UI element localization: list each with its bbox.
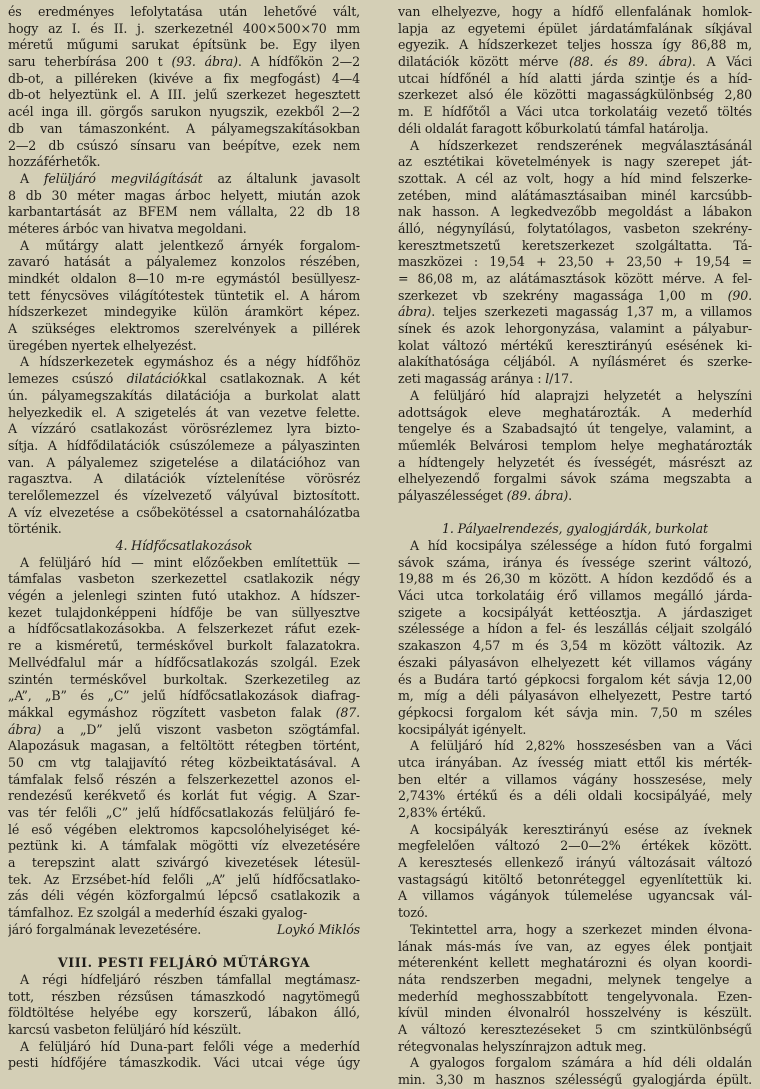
paragraph-line bbox=[8, 171, 360, 188]
paragraph-line bbox=[8, 388, 360, 405]
right-column bbox=[398, 4, 752, 1089]
blank-line bbox=[398, 505, 752, 522]
line-text: kívül minden élvonalról hosszelvény is készült. bbox=[398, 1005, 752, 1021]
paragraph-line bbox=[8, 1005, 360, 1022]
italic-text: (93. ábra) bbox=[171, 54, 238, 70]
line-text: . bbox=[568, 487, 572, 503]
paragraph-line bbox=[8, 505, 360, 522]
italic-text: felüljáró megvilágítását bbox=[43, 170, 203, 186]
line-text: lé eső végében elektromos kapcsolóhelyiséget ké- bbox=[8, 821, 360, 837]
paragraph-line bbox=[8, 655, 360, 672]
line-text: karcsú vasbeton felüljáró híd készült. bbox=[8, 1021, 242, 1037]
line-text: az esztétikai követelmények is nagy szerepet ját- bbox=[398, 154, 752, 170]
line-text: re a kisméretű, terméskővel burkolt falazatokra. bbox=[8, 638, 360, 654]
paragraph-line bbox=[8, 354, 360, 371]
left-column bbox=[8, 4, 360, 1072]
italic-text: (87. bbox=[335, 704, 360, 720]
paragraph-line bbox=[398, 304, 752, 321]
paragraph-line bbox=[8, 104, 360, 121]
paragraph-line bbox=[398, 87, 752, 104]
paragraph-line bbox=[398, 71, 752, 88]
paragraph-line bbox=[8, 972, 360, 989]
paragraph-line bbox=[398, 688, 752, 705]
line-text: A keresztesés ellenkező irányú változásait változó bbox=[398, 855, 752, 871]
paragraph-line bbox=[398, 188, 752, 205]
paragraph-line bbox=[8, 989, 360, 1006]
paragraph-line bbox=[398, 905, 752, 922]
line-text: 19,88 m és 26,30 m között. A hídon kezdődő és a bbox=[398, 571, 752, 587]
line-text: db van támaszonként. A pályamegszakításokban bbox=[8, 120, 360, 136]
line-text: 50 cm vtg talajjavító réteg közbeiktatásával. A bbox=[8, 754, 360, 770]
line-text: hozzáférhetők. bbox=[8, 154, 101, 170]
line-text: karbantartását az BFEM nem vállalta, 22 db 18 bbox=[8, 204, 360, 220]
line-text: A híd kocsipálya szélessége a hídon futó forgalmi bbox=[410, 538, 752, 553]
line-text: hídszerkezet mindegyike külön áramkört képez. bbox=[8, 304, 360, 320]
paragraph-line bbox=[8, 488, 360, 505]
paragraph-line bbox=[398, 238, 752, 255]
paragraph-line bbox=[8, 722, 360, 739]
line-text: . A hídfőkön 2—2 bbox=[237, 54, 360, 70]
paragraph-line bbox=[398, 722, 752, 739]
paragraph-line bbox=[8, 271, 360, 288]
paragraph-line bbox=[8, 138, 360, 155]
line-text: történik. bbox=[8, 521, 62, 537]
line-text: . teljes szerkezeti magasság 1,37 m, a villamos bbox=[431, 304, 752, 320]
paragraph-line bbox=[8, 321, 360, 338]
line-text: déli oldalát faragott kőburkolatú támfal határolja. bbox=[398, 120, 709, 136]
paragraph-line bbox=[398, 138, 752, 155]
line-text: tott, részben rézsűsen támaszkodó nagytömegű bbox=[8, 988, 360, 1004]
paragraph-line bbox=[8, 905, 360, 922]
line-text: utca irányában. Az ívesség miatt ettől kis mérték- bbox=[398, 754, 752, 770]
paragraph-line bbox=[398, 655, 752, 672]
paragraph-line bbox=[8, 1022, 360, 1039]
line-text: Tekintettel arra, hogy a szerkezet minden élvona- bbox=[410, 921, 752, 937]
line-text: 2—2 db csúszó sínsaru van beépítve, ezek nem bbox=[8, 137, 360, 153]
line-text: 2,743% értékű és a déli oldali kocsipályáé, mely bbox=[398, 788, 752, 804]
paragraph-line bbox=[398, 788, 752, 805]
line-text: náta rendszerben megadni, melynek tengelye a bbox=[398, 971, 752, 987]
paragraph-line bbox=[398, 288, 752, 305]
line-text: maszközei : 19,54 + 23,50 + 23,50 + 19,54 = bbox=[398, 254, 752, 270]
line-text: megfelelően változó 2—0—2% értékek között. bbox=[398, 838, 752, 854]
line-text: kolat változó mértékű keresztirányú esésének ki- bbox=[398, 337, 752, 353]
paragraph-line bbox=[398, 204, 752, 221]
line-text: szigete a kocsipályát kettéosztja. A járdasziget bbox=[398, 604, 752, 620]
line-text: zás déli végén közforgalmú lépcső csatlakozik a bbox=[8, 888, 360, 904]
paragraph-line bbox=[8, 688, 360, 705]
line-text: zetében, mind alátámasztásaiban minél karcsúbb- bbox=[398, 187, 752, 203]
line-text: A szükséges elektromos szerelvények a pillérek bbox=[8, 321, 360, 337]
line-text: acél inga ill. görgős sarukon nyugszik, ezekből 2—2 bbox=[8, 104, 360, 120]
line-text: tengelye és a Szabadsajtó út tengelye, valamint, a bbox=[398, 421, 752, 437]
paragraph-line bbox=[398, 672, 752, 689]
paragraph-line bbox=[8, 521, 360, 538]
line-text: A felüljáró híd — mint előzőekben említettük — bbox=[20, 554, 360, 570]
line-text: és eredményes lefolytatása után lehetővé vált, bbox=[8, 4, 360, 19]
line-text: „A”, „B” és „C” jelű hídfőcsatlakozások diafrag- bbox=[8, 688, 360, 704]
line-text: ragasztva. A dilatációk víztelenítése vörösréz bbox=[8, 471, 360, 487]
paragraph-line bbox=[8, 922, 360, 939]
paragraph-line bbox=[398, 872, 752, 889]
paragraph-line bbox=[8, 204, 360, 221]
line-text: tozó. bbox=[398, 905, 428, 921]
paragraph-line bbox=[8, 571, 360, 588]
line-text: 8 db 30 méter magas árboc helyett, miután azok bbox=[8, 187, 360, 203]
line-text: A változó keresztezéseket 5 cm szintkülönbségű bbox=[398, 1021, 752, 1037]
paragraph-line bbox=[398, 939, 752, 956]
line-text: hogy az I. és II. j. szerkezetnél 400×500×70 mm bbox=[8, 20, 360, 36]
section-subheading: 1. Pályaelrendezés, gyalogjárdák, burkolat bbox=[442, 521, 708, 537]
paragraph-line bbox=[398, 538, 752, 555]
paragraph-line bbox=[398, 421, 752, 438]
line-text: pesti hídfőjére támaszkodik. Váci utcai vége úgy bbox=[8, 1055, 360, 1071]
line-text: keresztmetszetű keretszerkezet szolgáltatta. Tá- bbox=[398, 237, 752, 253]
line-text: mindkét oldalon 8—10 m-re egymástól besüllyesz- bbox=[8, 271, 360, 286]
line-text: lemezes csúszó bbox=[8, 371, 127, 387]
line-text: A műtárgy alatt jelentkező árnyék forgalom- bbox=[20, 237, 360, 253]
paragraph-line bbox=[8, 855, 360, 872]
paragraph-line bbox=[398, 471, 752, 488]
paragraph-line bbox=[8, 772, 360, 789]
line-text: támfalas vasbeton szerkezettel csatlakozik négy bbox=[8, 571, 360, 587]
italic-text: ábra) bbox=[398, 304, 432, 320]
line-text: zeti magasság aránya : bbox=[398, 371, 546, 387]
paragraph-line bbox=[398, 772, 752, 789]
line-text: vas tér felőli „C” jelű hídfőcsatlakozás felüljáró fe- bbox=[8, 805, 360, 820]
italic-text: l bbox=[545, 371, 550, 387]
line-text: tek. Az Erzsébet-híd felőli „A” jelű hídfőcsatlako- bbox=[8, 871, 360, 887]
line-text: méretű műgumi sarukat építsünk be. Egy ilyen bbox=[8, 37, 360, 53]
paragraph-line bbox=[398, 54, 752, 71]
line-text: elhelyezendő forgalmi sávok száma megszabta a bbox=[398, 471, 752, 487]
line-text: mederhíd meghosszabbított tengelyvonala. Ezen- bbox=[398, 988, 752, 1004]
paragraph-line bbox=[398, 271, 752, 288]
section-heading: VIII. PESTI FELJÁRÓ MŰTÁRGYA bbox=[57, 955, 311, 971]
paragraph-line bbox=[8, 755, 360, 772]
italic-text: dilatációk bbox=[126, 371, 188, 387]
paragraph-line bbox=[398, 922, 752, 939]
paragraph-line bbox=[398, 37, 752, 54]
line-text: nak hasson. A legkedvezőbb megoldást a lábakon bbox=[398, 204, 752, 220]
line-text: lának más-más íve van, az egyes élek pontjait bbox=[398, 938, 752, 954]
line-text: sítja. A hídfődilatációk csúszólemeze a pályaszinten bbox=[8, 437, 360, 453]
paragraph-line bbox=[8, 21, 360, 38]
line-text: helyezkedik el. A szigetelés át van vezetve felette. bbox=[8, 404, 360, 420]
paragraph-line bbox=[8, 87, 360, 104]
line-text: van elhelyezve, hogy a hídfő ellenfalának homlok- bbox=[398, 4, 752, 19]
paragraph-line bbox=[8, 188, 360, 205]
line-text: Alapozásuk magasan, a feltöltött rétegben történt, bbox=[8, 738, 360, 754]
line-text: /17. bbox=[549, 371, 573, 387]
paragraph-line bbox=[398, 1005, 752, 1022]
paragraph-line bbox=[8, 788, 360, 805]
paragraph-line bbox=[8, 455, 360, 472]
line-text: pályaszélességet bbox=[398, 487, 507, 503]
paragraph-line bbox=[398, 321, 752, 338]
paragraph-line bbox=[398, 605, 752, 622]
paragraph-line bbox=[398, 221, 752, 238]
line-text: Mellvédfalul már a hídfőcsatlakozás szolgál. Ezek bbox=[8, 654, 360, 670]
paragraph-line bbox=[398, 254, 752, 271]
line-text: dilatációk között mérve bbox=[398, 54, 569, 70]
paragraph-line bbox=[8, 438, 360, 455]
italic-text: (88. és 89. ábra) bbox=[568, 54, 692, 70]
line-text: A bbox=[20, 170, 44, 186]
paragraph-line bbox=[398, 855, 752, 872]
paragraph-line bbox=[398, 555, 752, 572]
line-text: szottak. A cél az volt, hogy a híd mind felszerke- bbox=[398, 170, 752, 186]
line-text: végén a jelenlegi szinten futó utakhoz. A hídszer- bbox=[8, 588, 360, 604]
paragraph-line bbox=[398, 1039, 752, 1056]
line-text: mákkal egymáshoz rögzített vasbeton falak bbox=[8, 704, 336, 720]
line-text: egyezik. A hídszerkezet teljes hossza így 86,88 m, bbox=[398, 37, 752, 53]
paragraph-line bbox=[8, 705, 360, 722]
line-text: zavaró hatását a pályalemez konzolos részében, bbox=[8, 254, 360, 270]
paragraph-line bbox=[398, 755, 752, 772]
italic-text: (89. ábra) bbox=[506, 487, 569, 503]
paragraph-line bbox=[398, 21, 752, 38]
paragraph-line bbox=[8, 421, 360, 438]
paragraph-line bbox=[398, 104, 752, 121]
paragraph-line bbox=[8, 888, 360, 905]
line-text: vastagságú kitöltő betonréteggel egyenlítettük ki. bbox=[398, 871, 752, 887]
line-text: A hídszerkezetek egymáshoz és a négy hídfőhöz bbox=[20, 354, 360, 370]
paragraph-line bbox=[8, 254, 360, 271]
line-text: rétegvonalas helyszínrajzon adtuk meg. bbox=[398, 1038, 647, 1054]
line-text: A gyalogos forgalom számára a híd déli oldalán bbox=[410, 1055, 752, 1071]
paragraph-line bbox=[8, 738, 360, 755]
line-text: gépkocsi forgalom két sávja min. 7,50 m széles bbox=[398, 704, 752, 720]
paragraph-line bbox=[8, 822, 360, 839]
line-text: A villamos vágányok túlemelése ugyancsak vál- bbox=[398, 888, 752, 904]
line-text: peztünk ki. A támfalak mögötti víz elvezetésére bbox=[8, 838, 360, 854]
paragraph-line bbox=[8, 121, 360, 138]
paragraph-line bbox=[398, 588, 752, 605]
paragraph-line bbox=[8, 338, 360, 355]
paragraph-line bbox=[8, 672, 360, 689]
paragraph-line bbox=[398, 738, 752, 755]
paragraph-line bbox=[8, 405, 360, 422]
line-text: sávok száma, iránya és ívessége szerint változó, bbox=[398, 554, 752, 570]
paragraph-line bbox=[398, 1022, 752, 1039]
line-text: a terepszint alatt szivárgó kivezetések létesül- bbox=[8, 855, 360, 871]
paragraph-line bbox=[398, 1072, 752, 1089]
paragraph-line bbox=[398, 371, 752, 388]
section-subheading: 4. Hídfőcsatlakozások bbox=[115, 538, 253, 553]
line-text: A kocsipályák keresztirányú esése az íveknek bbox=[410, 821, 752, 837]
paragraph-line bbox=[398, 972, 752, 989]
line-text: utcai hídfőnél a híd alatti járda szintje és a híd- bbox=[398, 70, 752, 86]
author-signature: Loykó Miklós bbox=[276, 921, 360, 937]
line-text: min. 3,30 m hasznos szélességű gyalogjárda épült. bbox=[398, 1072, 752, 1087]
paragraph-line bbox=[398, 388, 752, 405]
line-text: északi pályasávon elhelyezett két villamos vágány bbox=[398, 654, 752, 670]
line-text: álló, négynyílású, folytatólagos, vasbeton szekrény- bbox=[398, 220, 752, 236]
line-text: rendezésű kerékvető és korlát fut végig. A Szar- bbox=[8, 788, 360, 804]
paragraph-line bbox=[8, 605, 360, 622]
line-text: a hídfőcsatlakozásokba. A felszerkezet ráfut ezek- bbox=[8, 621, 360, 637]
line-text: szerkezet alsó éle közötti magasságkülönbség 2,80 bbox=[398, 87, 752, 103]
line-text: A felüljáró híd alaprajzi helyzetét a helyszíni bbox=[410, 387, 752, 403]
line-text: Váci utca torkolatáig érő villamos megálló járda- bbox=[398, 588, 752, 604]
line-text: A felüljáró híd 2,82% hosszesésben van a Váci bbox=[410, 738, 752, 754]
line-text: A víz elvezetése a csőbekötéssel a csatornahálózatba bbox=[8, 504, 360, 520]
italic-text: (90. bbox=[727, 287, 752, 303]
line-text: ben eltér a villamos vágány hosszesése, mely bbox=[398, 771, 752, 787]
line-text: szakaszon 4,57 m és 3,54 m között változik. Az bbox=[398, 638, 752, 654]
line-text: m, míg a déli pályasávon elhelyezett, Pestre tartó bbox=[398, 688, 752, 704]
paragraph-line bbox=[398, 822, 752, 839]
paragraph-line bbox=[398, 121, 752, 138]
line-text: szerkezet vb szekrény magassága 1,00 m bbox=[398, 287, 728, 303]
paragraph-line bbox=[8, 4, 360, 21]
paragraph-line bbox=[398, 571, 752, 588]
line-text: alakíthatósága céljából. A nyílásméret és szerke- bbox=[398, 354, 752, 370]
paragraph-line bbox=[8, 1039, 360, 1056]
paragraph-line bbox=[8, 238, 360, 255]
paragraph-line bbox=[398, 154, 752, 171]
line-text: földtöltése helyébe egy korszerű, lábakon álló, bbox=[8, 1005, 360, 1021]
blank-line bbox=[8, 939, 360, 956]
line-text: a „D” jelű viszont vasbeton szögtámfal. bbox=[41, 721, 360, 737]
line-text: = 86,08 m, az alátámasztások között mérve. A fel- bbox=[398, 271, 752, 286]
paragraph-line bbox=[8, 471, 360, 488]
paragraph-line bbox=[8, 37, 360, 54]
line-text: méterenként kellett meghatározni és olyan koordi- bbox=[398, 955, 752, 971]
paragraph-line bbox=[398, 4, 752, 21]
line-text: támfalhoz. Ez szolgál a mederhíd északi gyalog- bbox=[8, 905, 308, 921]
line-text: m. E hídfőtől a Váci utca torkolatáig vezető töltés bbox=[398, 104, 752, 120]
paragraph-line bbox=[8, 805, 360, 822]
paragraph-line bbox=[398, 1055, 752, 1072]
paragraph-line bbox=[8, 638, 360, 655]
line-text: A régi hídfeljáró részben támfallal megtámasz- bbox=[20, 971, 360, 987]
line-text: a hídtengely helyzetét és ívességét, másrészt az bbox=[398, 454, 752, 470]
paragraph-line bbox=[8, 872, 360, 889]
paragraph-line bbox=[398, 638, 752, 655]
paragraph-line bbox=[398, 488, 752, 505]
line-text: A hídszerkezet rendszerének megválasztásánál bbox=[410, 137, 752, 153]
paragraph-line bbox=[398, 171, 752, 188]
line-text: és a Budára tartó gépkocsi forgalom két sávja 12,00 bbox=[398, 671, 752, 687]
line-text: . A Váci bbox=[691, 54, 752, 70]
paragraph-line bbox=[8, 71, 360, 88]
italic-text: ábra) bbox=[8, 721, 42, 737]
line-text: üregében nyertek elhelyezést. bbox=[8, 337, 197, 353]
line-text: méteres árbóc van hivatva megoldani. bbox=[8, 220, 247, 236]
line-text: az általunk javasolt bbox=[202, 170, 360, 186]
line-text: tett fénycsöves világítótestek tüntetik el. A három bbox=[8, 287, 360, 303]
line-text: db-ot helyeztünk el. A III. jelű szerkezet hegesztett bbox=[8, 87, 360, 103]
paragraph-line bbox=[398, 405, 752, 422]
line-text: szintén terméskővel burkoltak. Szerkezetileg az bbox=[8, 671, 360, 687]
paragraph-line bbox=[8, 154, 360, 171]
paragraph-line bbox=[8, 304, 360, 321]
line-text: adottságok eleve meghatározták. A mederhíd bbox=[398, 404, 752, 420]
paragraph-line bbox=[398, 955, 752, 972]
paragraph-line bbox=[398, 888, 752, 905]
line-text: kocsipályát igényelt. bbox=[398, 721, 527, 737]
paragraph-line bbox=[398, 705, 752, 722]
paragraph-line bbox=[398, 438, 752, 455]
line-text: ún. pályamegszakítás dilatációja a burkolat alatt bbox=[8, 387, 360, 403]
paragraph-line bbox=[398, 621, 752, 638]
paragraph-line bbox=[8, 221, 360, 238]
line-text: járó forgalmának levezetésére. bbox=[8, 921, 202, 937]
line-text: 2,83% értékű. bbox=[398, 805, 486, 820]
line-text: szélessége a hídon a fel- és leszállás céljait szolgáló bbox=[398, 621, 752, 637]
paragraph-line bbox=[398, 989, 752, 1006]
paragraph-line bbox=[8, 371, 360, 388]
paragraph-line bbox=[398, 838, 752, 855]
paragraph-line bbox=[8, 288, 360, 305]
line-text: kal csatlakoznak. A két bbox=[187, 371, 360, 387]
line-text: műemlék Belvárosi templom helye meghatározták bbox=[398, 437, 752, 453]
line-text: van. A pályalemez szigetelése a dilatációhoz van bbox=[8, 454, 360, 470]
paragraph-line bbox=[8, 588, 360, 605]
paragraph-line bbox=[8, 838, 360, 855]
line-text: terelőlemezzel és vízelvezető vályúval biztosított. bbox=[8, 487, 360, 503]
paragraph-line bbox=[8, 54, 360, 71]
line-text: A vízzáró csatlakozást vörösrézlemez lyra bizto- bbox=[8, 421, 360, 437]
line-text: lapja az egyetemi épület járdatámfalának síkjával bbox=[398, 20, 752, 36]
paragraph-line bbox=[398, 354, 752, 371]
paragraph-line bbox=[398, 338, 752, 355]
line-text: támfalak felső részén a felszerkezettel azonos el- bbox=[8, 771, 360, 787]
line-text: sínek és azok lehorgonyzása, valamint a pályabur- bbox=[398, 321, 752, 337]
paragraph-line bbox=[8, 555, 360, 572]
paragraph-line bbox=[398, 805, 752, 822]
line-text: kezet tulajdonképpeni hídfője be van süllyesztve bbox=[8, 604, 360, 620]
paragraph-line bbox=[8, 621, 360, 638]
line-text: A felüljáró híd Duna-part felőli vége a mederhíd bbox=[20, 1038, 360, 1054]
paragraph-line bbox=[398, 455, 752, 472]
paragraph-line bbox=[8, 1055, 360, 1072]
line-text: db-ot, a pilléreken (kivéve a fix megfogást) 4—4 bbox=[8, 70, 360, 86]
line-text: saru teherbírása 200 t bbox=[8, 54, 172, 70]
